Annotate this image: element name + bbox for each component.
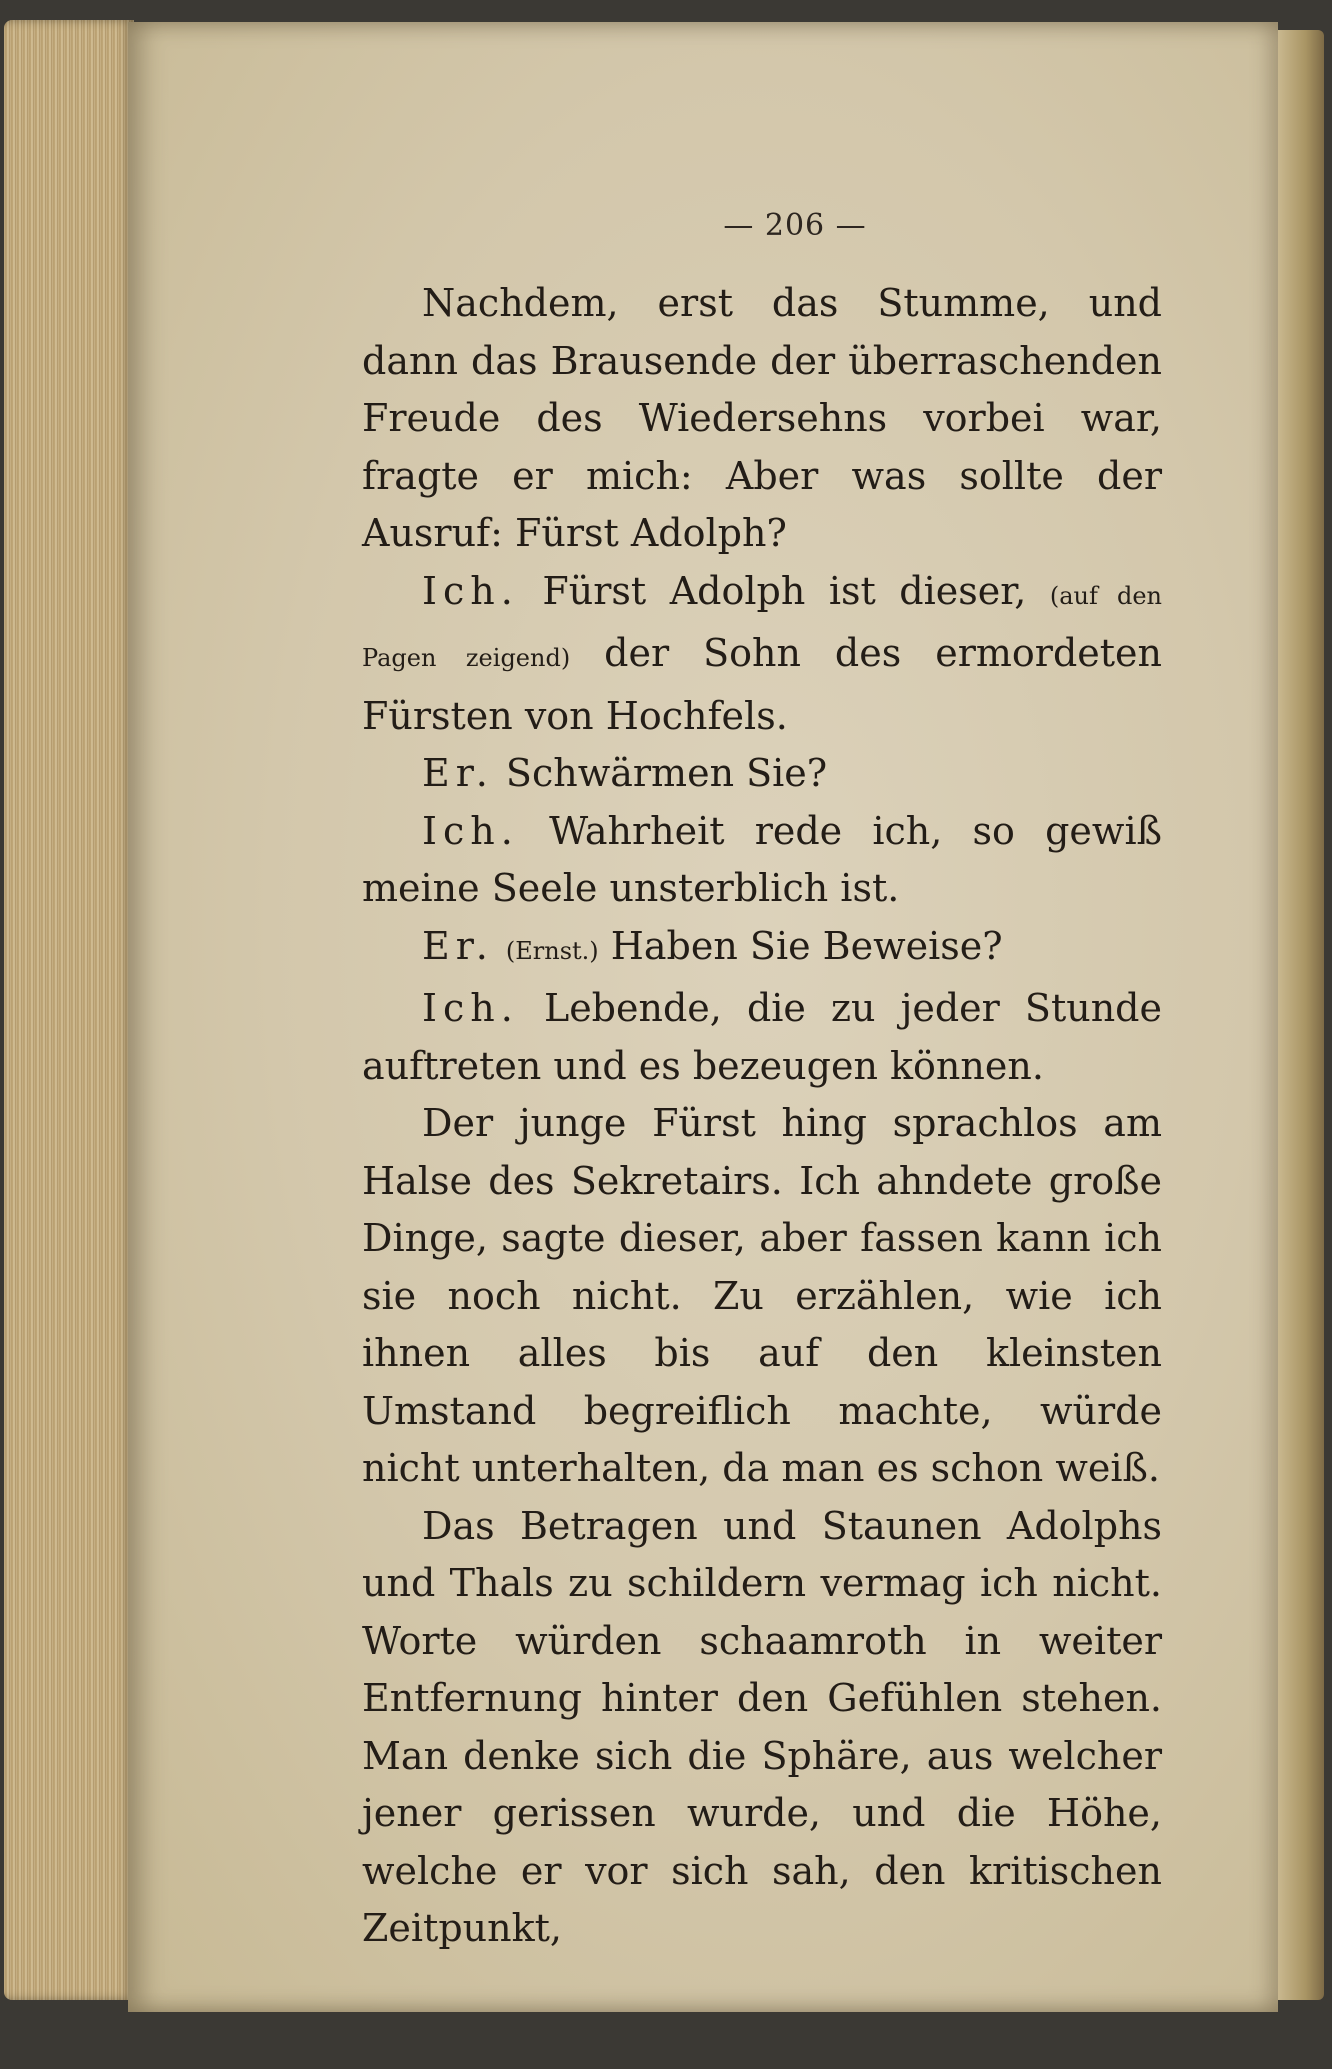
speaker: Ich. [422, 808, 519, 853]
paragraph-text: Lebende, die zu jeder Stunde auftreten und es bezeugen können. [362, 986, 1162, 1088]
paragraph [362, 803, 1162, 918]
paragraph-text: Fürst Adolph ist dieser, [542, 568, 1027, 613]
speaker: Er. [422, 923, 494, 968]
right-page-edge [1278, 30, 1324, 2000]
stage-direction: (auf den Pagen zeigend) [362, 581, 1162, 672]
page-text [362, 275, 1162, 1958]
paragraph [362, 918, 1162, 981]
paragraph-text: der Sohn des ermordeten Fürsten von Hochfels. [362, 631, 1162, 738]
paragraph-text: Nachdem, erst das Stumme, und dann das Brausende der überraschenden Freude des Wiedersehns vorbei war, fragte er mich: Aber was sollte der Ausruf: Fürst Adolph? [362, 281, 1162, 555]
paragraph [362, 1498, 1162, 1958]
paragraph [362, 1095, 1162, 1498]
paragraph-text: Wahrheit rede ich, so gewiß meine Seele unsterblich ist. [362, 808, 1162, 910]
paragraph [362, 980, 1162, 1095]
speaker: Ich. [422, 986, 519, 1030]
stage-direction: (Ernst.) [505, 936, 599, 965]
paragraph [362, 745, 1162, 803]
speaker: Ich. [422, 568, 519, 613]
paragraph-text: Schwärmen Sie? [505, 751, 828, 795]
page-number: — 206 — [723, 208, 867, 243]
paragraph [362, 563, 1162, 746]
paragraph-text: Haben Sie Beweise? [610, 923, 1003, 968]
page-edges [4, 20, 134, 2000]
speaker: Er. [422, 751, 494, 795]
paragraph [362, 275, 1162, 563]
paragraph-text: Das Betragen und Staunen Adolphs und Thals zu schildern vermag ich nicht. Worte würden schaamroth in weiter Entfernung hinter den Gefühlen stehen. Man denke sich die Sphäre, aus welcher jener gerissen wurde, und die Höhe, welche er vor sich sah, den kritischen Zeitpunkt, [362, 1503, 1162, 1950]
paragraph-text: Der junge Fürst hing sprachlos am Halse des Sekretairs. Ich ahndete große Dinge, sagte dieser, aber fassen kann ich sie noch nicht. Zu erzählen, wie ich ihnen alles bis auf den kleinsten Umstand begreiflich machte, würde nicht unterhalten, da man es schon weiß. [362, 1101, 1162, 1490]
